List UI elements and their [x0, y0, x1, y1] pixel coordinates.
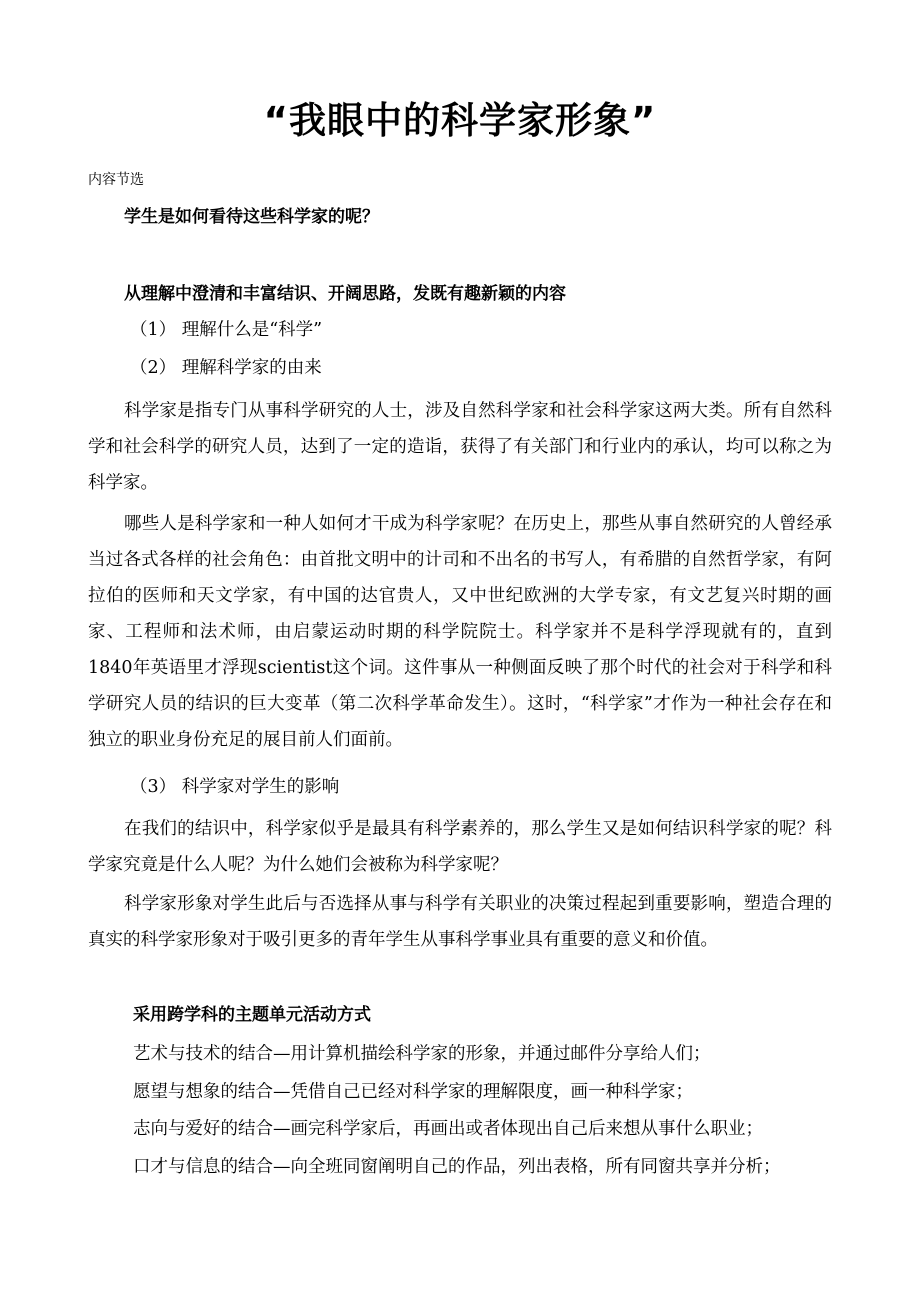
content-heading: 从理解中澄清和丰富结识、开阔思路，发既有趣新颖的内容: [124, 284, 566, 304]
section-label: 内容节选: [88, 172, 144, 188]
activity-item-2: 愿望与想象的结合—凭借自己已经对科学家的理解限度，画一种科学家；: [133, 1082, 693, 1102]
list-item-3: （3） 科学家对学生的影响: [130, 777, 340, 797]
list-item-1: （1） 理解什么是“科学”: [130, 320, 323, 340]
activity-item-1: 艺术与技术的结合—用计算机描绘科学家的形象，并通过邮件分享给人们；: [133, 1044, 711, 1064]
activity-item-4: 口才与信息的结合—向全班同窗阐明自己的作品，列出表格，所有同窗共享并分析；: [133, 1157, 781, 1177]
list-item-2: （2） 理解科学家的由来: [130, 358, 322, 378]
question-heading: 学生是如何看待这些科学家的呢？: [124, 207, 379, 227]
paragraph-scientist-influence: 在我们的结识中，科学家似乎是最具有科学素养的，那么学生又是如何结识科学家的呢？科学家究竟是什么人呢？为什么她们会被称为科学家呢？: [88, 819, 832, 875]
paragraph-scientist-image: 科学家形象对学生此后与否选择从事与科学有关职业的决策过程起到重要影响，塑造合理的真实的科学家形象对于吸引更多的青年学生从事科学事业具有重要的意义和价值。: [88, 894, 832, 950]
paragraph-scientist-history: 哪些人是科学家和一种人如何才干成为科学家呢？在历史上，那些从事自然研究的人曾经承当过各式各样的社会角色：由首批文明中的计司和不出名的书写人，有希腊的自然哲学家，有阿拉伯的医师和天文学家，有中国的达官贵人，又中世纪欧洲的大学专家，有文艺复兴时期的画家、工程师和法术师，由启蒙运动时期的科学院院士。科学家并不是科学浮现就有的，直到1840年英语里才浮现scientist这个词。这件事从一种侧面反映了那个时代的社会对于科学和科学研究人员的结识的巨大变革（第二次科学革命发生）。这时，“科学家”才作为一种社会存在和独立的职业身份充足的展目前人们面前。: [88, 514, 832, 750]
activity-heading: 采用跨学科的主题单元活动方式: [133, 1005, 371, 1025]
paragraph-scientist-definition: 科学家是指专门从事科学研究的人士，涉及自然科学家和社会科学家这两大类。所有自然科学和社会科学的研究人员，达到了一定的造诣，获得了有关部门和行业内的承认，均可以称之为科学家。: [88, 401, 832, 493]
page-title: “我眼中的科学家形象”: [263, 99, 657, 142]
activity-item-3: 志向与爱好的结合—画完科学家后，再画出或者体现出自己后来想从事什么职业；: [133, 1119, 763, 1139]
